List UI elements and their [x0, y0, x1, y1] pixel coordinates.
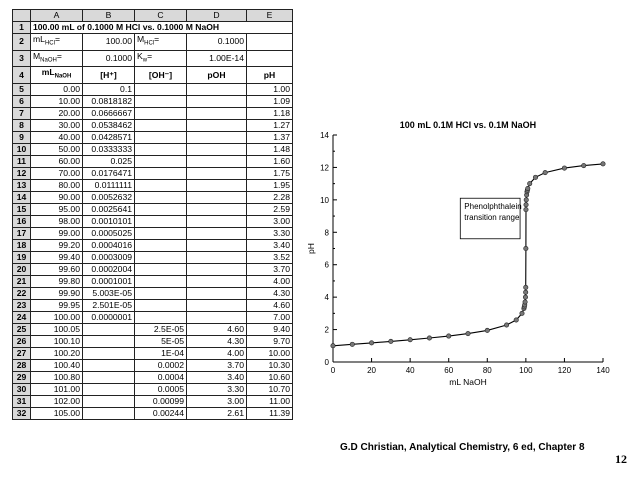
cell-oh-conc[interactable] [135, 300, 187, 312]
data-point [582, 163, 586, 167]
cell-oh-conc[interactable] [135, 156, 187, 168]
cell-oh-conc[interactable]: 0.0002 [135, 360, 187, 372]
data-point [389, 339, 393, 343]
sheet-row-31 [13, 396, 293, 408]
param-value-cell[interactable]: 0.1000 [83, 50, 135, 67]
column-header-c[interactable]: C [135, 10, 187, 22]
cell-ph[interactable]: 3.70 [247, 264, 293, 276]
cell-poh[interactable] [187, 288, 247, 300]
cell-ml-naoh[interactable]: 100.00 [31, 312, 83, 324]
row-header[interactable]: 21 [13, 276, 31, 288]
cell-poh[interactable] [187, 276, 247, 288]
cell-h-conc[interactable]: 0.0818182 [83, 96, 135, 108]
sheet-row-1 [13, 22, 293, 34]
cell-ph[interactable]: 10.60 [247, 372, 293, 384]
cell-h-conc[interactable]: 0.0428571 [83, 132, 135, 144]
titration-chart [300, 100, 620, 400]
param-label-cell[interactable]: $M_{NaOH}=$ [31, 50, 83, 67]
empty-cell[interactable] [247, 34, 293, 51]
data-point [447, 334, 451, 338]
cell-poh[interactable]: 3.70 [187, 360, 247, 372]
cell-ml-naoh[interactable]: 98.00 [31, 216, 83, 228]
row-header[interactable]: 7 [13, 108, 31, 120]
data-point [504, 323, 508, 327]
sheet-row-25 [13, 324, 293, 336]
cell-oh-conc[interactable]: 0.0004 [135, 372, 187, 384]
row-header[interactable]: 30 [13, 384, 31, 396]
data-point [523, 290, 527, 294]
cell-ml-naoh[interactable]: 101.00 [31, 384, 83, 396]
row-header[interactable]: 15 [13, 204, 31, 216]
header-cell-h-conc[interactable]: [H⁺] [83, 67, 135, 84]
sheet-row-22 [13, 288, 293, 300]
sheet-row-18 [13, 240, 293, 252]
row-header[interactable]: 3 [13, 50, 31, 67]
cell-h-conc[interactable] [83, 348, 135, 360]
cell-ph[interactable]: 1.95 [247, 180, 293, 192]
cell-oh-conc[interactable] [135, 180, 187, 192]
sheet-row-6 [13, 96, 293, 108]
data-point [331, 344, 335, 348]
x-tick-label: 120 [557, 366, 572, 375]
cell-h-conc[interactable]: 0.025 [83, 156, 135, 168]
column-header-b[interactable]: B [83, 10, 135, 22]
y-tick-label: 4 [324, 293, 329, 303]
cell-ph[interactable]: 1.00 [247, 84, 293, 96]
cell-h-conc[interactable]: 2.501E-05 [83, 300, 135, 312]
header-cell-poh[interactable]: pOH [187, 67, 247, 84]
row-header[interactable]: 13 [13, 180, 31, 192]
sheet-row-10 [13, 144, 293, 156]
cell-h-conc[interactable]: 0.0002004 [83, 264, 135, 276]
data-point [408, 338, 412, 342]
param-value-cell[interactable]: 100.00 [83, 34, 135, 51]
cell-oh-conc[interactable] [135, 132, 187, 144]
row-header[interactable]: 28 [13, 360, 31, 372]
param-value-cell[interactable]: 1.00E-14 [187, 50, 247, 67]
cell-ph[interactable]: 10.00 [247, 348, 293, 360]
cell-h-conc[interactable]: 0.0025641 [83, 204, 135, 216]
cell-h-conc[interactable]: 0.0111111 [83, 180, 135, 192]
cell-ph[interactable]: 11.00 [247, 396, 293, 408]
cell-poh[interactable] [187, 252, 247, 264]
cell-ml-naoh[interactable]: 20.00 [31, 108, 83, 120]
cell-ph[interactable]: 3.00 [247, 216, 293, 228]
cell-oh-conc[interactable] [135, 144, 187, 156]
cell-ph[interactable]: 9.40 [247, 324, 293, 336]
sheet-row-13 [13, 180, 293, 192]
cell-oh-conc[interactable] [135, 84, 187, 96]
row-header[interactable]: 17 [13, 228, 31, 240]
x-axis-label: mL NaOH [449, 377, 487, 387]
row-header[interactable]: 10 [13, 144, 31, 156]
row-header[interactable]: 1 [13, 22, 31, 34]
cell-ml-naoh[interactable]: 100.05 [31, 324, 83, 336]
cell-h-conc[interactable]: 5.003E-05 [83, 288, 135, 300]
titration-curve [333, 164, 603, 346]
row-header[interactable]: 16 [13, 216, 31, 228]
data-point [485, 328, 489, 332]
cell-ph[interactable]: 11.39 [247, 408, 293, 420]
row-header[interactable]: 22 [13, 288, 31, 300]
sheet-row-3 [13, 50, 293, 67]
cell-ml-naoh[interactable]: 102.00 [31, 396, 83, 408]
cell-ph[interactable]: 3.40 [247, 240, 293, 252]
cell-h-conc[interactable] [83, 372, 135, 384]
cell-oh-conc[interactable] [135, 108, 187, 120]
cell-h-conc[interactable]: 0.0176471 [83, 168, 135, 180]
sheet-row-15 [13, 204, 293, 216]
cell-h-conc[interactable]: 0.0010101 [83, 216, 135, 228]
data-point [427, 336, 431, 340]
chart-svg [300, 100, 620, 400]
cell-poh[interactable] [187, 144, 247, 156]
sheet-row-12 [13, 168, 293, 180]
x-tick-label: 40 [405, 366, 415, 375]
param-label-cell[interactable]: $K_w=$ [135, 50, 187, 67]
cell-ph[interactable]: 1.75 [247, 168, 293, 180]
cell-ml-naoh[interactable]: 99.00 [31, 228, 83, 240]
cell-ml-naoh[interactable]: 99.80 [31, 276, 83, 288]
cell-poh[interactable] [187, 168, 247, 180]
cell-ml-naoh[interactable]: 99.20 [31, 240, 83, 252]
cell-poh[interactable]: 4.30 [187, 336, 247, 348]
y-axis-label: pH [306, 243, 316, 254]
cell-ml-naoh[interactable]: 100.20 [31, 348, 83, 360]
data-point [524, 285, 528, 289]
row-header[interactable]: 12 [13, 168, 31, 180]
data-point [524, 198, 528, 202]
cell-poh[interactable] [187, 264, 247, 276]
cell-h-conc[interactable] [83, 360, 135, 372]
cell-ph[interactable]: 1.48 [247, 144, 293, 156]
sheet-row-14 [13, 192, 293, 204]
row-header[interactable]: 20 [13, 264, 31, 276]
y-tick-label: 10 [320, 195, 329, 205]
cell-h-conc[interactable]: 0.0333333 [83, 144, 135, 156]
param-value-cell[interactable]: 0.1000 [187, 34, 247, 51]
row-header[interactable]: 2 [13, 34, 31, 51]
cell-oh-conc[interactable] [135, 288, 187, 300]
data-point [524, 203, 528, 207]
x-tick-label: 140 [596, 366, 610, 375]
cell-poh[interactable]: 3.40 [187, 372, 247, 384]
sheet-row-29 [13, 372, 293, 384]
cell-ph[interactable]: 1.18 [247, 108, 293, 120]
y-tick-label: 6 [324, 260, 329, 270]
cell-ml-naoh[interactable]: 80.00 [31, 180, 83, 192]
param-label-cell[interactable]: $mL_{HCl}=$ [31, 34, 83, 51]
cell-h-conc[interactable]: 0.0005025 [83, 228, 135, 240]
data-point [562, 166, 566, 170]
row-header[interactable]: 4 [13, 67, 31, 84]
data-point [524, 207, 528, 211]
spreadsheet [12, 9, 292, 439]
cell-h-conc[interactable] [83, 384, 135, 396]
cell-ph[interactable]: 4.00 [247, 276, 293, 288]
cell-poh[interactable] [187, 300, 247, 312]
y-tick-label: 2 [324, 325, 329, 335]
data-point [601, 162, 605, 166]
cell-poh[interactable] [187, 216, 247, 228]
cell-h-conc[interactable] [83, 324, 135, 336]
sheet-row-27 [13, 348, 293, 360]
cell-ph[interactable]: 4.60 [247, 300, 293, 312]
chart-title: 100 mL 0.1M HCl vs. 0.1M NaOH [399, 120, 537, 130]
data-point [350, 342, 354, 346]
cell-oh-conc[interactable]: 0.00099 [135, 396, 187, 408]
row-header[interactable]: 19 [13, 252, 31, 264]
row-header[interactable]: 18 [13, 240, 31, 252]
data-point [526, 186, 530, 190]
data-point [524, 246, 528, 250]
x-tick-label: 100 [519, 366, 533, 375]
row-header[interactable]: 29 [13, 372, 31, 384]
cell-poh[interactable] [187, 312, 247, 324]
sheet-title-cell[interactable]: 100.00 mL of 0.1000 M HCl vs. 0.1000 M NaOH [31, 22, 293, 34]
cell-ml-naoh[interactable]: 30.00 [31, 120, 83, 132]
cell-ml-naoh[interactable]: 99.60 [31, 264, 83, 276]
cell-poh[interactable]: 3.00 [187, 396, 247, 408]
select-all-corner[interactable] [13, 10, 31, 22]
cell-ph[interactable]: 2.59 [247, 204, 293, 216]
cell-oh-conc[interactable]: 2.5E-05 [135, 324, 187, 336]
cell-ml-naoh[interactable]: 105.00 [31, 408, 83, 420]
row-header[interactable]: 14 [13, 192, 31, 204]
column-header-e[interactable]: E [247, 10, 293, 22]
param-label-cell[interactable]: $M_{HCl}=$ [135, 34, 187, 51]
cell-ph[interactable]: 10.70 [247, 384, 293, 396]
x-tick-label: 60 [444, 366, 454, 375]
cell-poh[interactable] [187, 156, 247, 168]
row-header[interactable]: 9 [13, 132, 31, 144]
y-tick-label: 8 [324, 228, 329, 238]
cell-oh-conc[interactable] [135, 228, 187, 240]
row-header[interactable]: 31 [13, 396, 31, 408]
cell-oh-conc[interactable]: 5E-05 [135, 336, 187, 348]
sheet-row-20 [13, 264, 293, 276]
cell-ml-naoh[interactable]: 100.10 [31, 336, 83, 348]
row-header[interactable]: 6 [13, 96, 31, 108]
row-header[interactable]: 23 [13, 300, 31, 312]
cell-ml-naoh[interactable]: 100.40 [31, 360, 83, 372]
header-cell-oh-conc[interactable]: [OH⁻] [135, 67, 187, 84]
cell-poh[interactable] [187, 204, 247, 216]
source-caption: G.D Christian, Analytical Chemistry, 6 ed, Chapter 8 [340, 442, 585, 453]
cell-ml-naoh[interactable]: 10.00 [31, 96, 83, 108]
cell-ph[interactable]: 4.30 [247, 288, 293, 300]
cell-h-conc[interactable]: 0.0052632 [83, 192, 135, 204]
cell-h-conc[interactable] [83, 396, 135, 408]
cell-oh-conc[interactable] [135, 264, 187, 276]
cell-oh-conc[interactable]: 1E-04 [135, 348, 187, 360]
sheet-row-30 [13, 384, 293, 396]
data-point [528, 181, 532, 185]
cell-ml-naoh[interactable]: 90.00 [31, 192, 83, 204]
cell-oh-conc[interactable] [135, 192, 187, 204]
cell-ml-naoh[interactable]: 60.00 [31, 156, 83, 168]
sheet-row-5 [13, 84, 293, 96]
cell-ph[interactable]: 7.00 [247, 312, 293, 324]
cell-ph[interactable]: 2.28 [247, 192, 293, 204]
cell-ph[interactable]: 9.70 [247, 336, 293, 348]
annotation-line-2: transition range [464, 213, 520, 223]
sheet-row-17 [13, 228, 293, 240]
sheet-row-26 [13, 336, 293, 348]
page-number: 12 [615, 452, 627, 466]
x-tick-label: 20 [367, 366, 377, 375]
cell-ph[interactable]: 10.30 [247, 360, 293, 372]
column-header-a[interactable]: A [31, 10, 83, 22]
cell-ml-naoh[interactable]: 99.90 [31, 288, 83, 300]
data-point [520, 311, 524, 315]
cell-h-conc[interactable]: 0.0003009 [83, 252, 135, 264]
cell-oh-conc[interactable] [135, 168, 187, 180]
empty-cell[interactable] [247, 50, 293, 67]
cell-oh-conc[interactable] [135, 240, 187, 252]
x-tick-label: 80 [482, 366, 492, 375]
cell-poh[interactable] [187, 228, 247, 240]
cell-ml-naoh[interactable]: 99.95 [31, 300, 83, 312]
cell-oh-conc[interactable] [135, 216, 187, 228]
cell-ph[interactable]: 1.60 [247, 156, 293, 168]
cell-oh-conc[interactable] [135, 204, 187, 216]
cell-poh[interactable] [187, 108, 247, 120]
sheet-row-16 [13, 216, 293, 228]
row-header[interactable]: 24 [13, 312, 31, 324]
sheet-row-19 [13, 252, 293, 264]
cell-oh-conc[interactable] [135, 312, 187, 324]
row-header[interactable]: 11 [13, 156, 31, 168]
cell-ml-naoh[interactable]: 100.80 [31, 372, 83, 384]
cell-ml-naoh[interactable]: 40.00 [31, 132, 83, 144]
cell-poh[interactable] [187, 120, 247, 132]
spreadsheet-table [12, 9, 293, 420]
cell-h-conc[interactable]: 0.0004016 [83, 240, 135, 252]
sheet-row-4 [13, 67, 293, 84]
cell-h-conc[interactable] [83, 336, 135, 348]
cell-h-conc[interactable]: 0.1 [83, 84, 135, 96]
cell-oh-conc[interactable] [135, 96, 187, 108]
cell-ml-naoh[interactable]: 95.00 [31, 204, 83, 216]
header-cell-ml-naoh[interactable]: $mL_{NaOH}$ [31, 67, 83, 84]
column-header-row [13, 10, 293, 22]
data-point [466, 331, 470, 335]
cell-poh[interactable] [187, 180, 247, 192]
sheet-row-9 [13, 132, 293, 144]
sheet-row-2 [13, 34, 293, 51]
y-tick-label: 12 [320, 163, 329, 173]
data-point [523, 295, 527, 299]
cell-poh[interactable] [187, 192, 247, 204]
cell-h-conc[interactable]: 0.0538462 [83, 120, 135, 132]
row-header[interactable]: 32 [13, 408, 31, 420]
row-header[interactable]: 25 [13, 324, 31, 336]
sheet-row-24 [13, 312, 293, 324]
cell-ml-naoh[interactable]: 50.00 [31, 144, 83, 156]
cell-h-conc[interactable]: 0.0666667 [83, 108, 135, 120]
cell-ml-naoh[interactable]: 0.00 [31, 84, 83, 96]
cell-poh[interactable] [187, 132, 247, 144]
data-point [369, 341, 373, 345]
cell-oh-conc[interactable]: 0.0005 [135, 384, 187, 396]
cell-ph[interactable]: 1.37 [247, 132, 293, 144]
data-point [533, 175, 537, 179]
data-point [514, 318, 518, 322]
sheet-row-21 [13, 276, 293, 288]
data-point [523, 300, 527, 304]
cell-ph[interactable]: 1.09 [247, 96, 293, 108]
cell-poh[interactable] [187, 240, 247, 252]
sheet-row-8 [13, 120, 293, 132]
sheet-row-11 [13, 156, 293, 168]
cell-poh[interactable]: 4.00 [187, 348, 247, 360]
cell-h-conc[interactable]: 0.0000001 [83, 312, 135, 324]
row-header[interactable]: 8 [13, 120, 31, 132]
sheet-row-28 [13, 360, 293, 372]
cell-h-conc[interactable] [83, 408, 135, 420]
x-tick-label: 0 [330, 366, 336, 375]
cell-poh[interactable] [187, 96, 247, 108]
sheet-row-7 [13, 108, 293, 120]
cell-poh[interactable]: 4.60 [187, 324, 247, 336]
cell-h-conc[interactable]: 0.0001001 [83, 276, 135, 288]
cell-ph[interactable]: 1.27 [247, 120, 293, 132]
cell-ph[interactable]: 3.52 [247, 252, 293, 264]
cell-oh-conc[interactable] [135, 276, 187, 288]
y-tick-label: 14 [320, 131, 329, 140]
cell-ml-naoh[interactable]: 99.40 [31, 252, 83, 264]
annotation-line-1: Phenolphthalein [464, 202, 522, 212]
cell-ph[interactable]: 3.30 [247, 228, 293, 240]
cell-oh-conc[interactable]: 0.00244 [135, 408, 187, 420]
column-header-d[interactable]: D [187, 10, 247, 22]
cell-oh-conc[interactable] [135, 252, 187, 264]
row-header[interactable]: 26 [13, 336, 31, 348]
header-cell-ph[interactable]: pH [247, 67, 293, 84]
row-header[interactable]: 27 [13, 348, 31, 360]
y-tick-label: 0 [324, 358, 329, 367]
data-point [543, 170, 547, 174]
sheet-row-32 [13, 408, 293, 420]
cell-ml-naoh[interactable]: 70.00 [31, 168, 83, 180]
cell-poh[interactable]: 2.61 [187, 408, 247, 420]
cell-oh-conc[interactable] [135, 120, 187, 132]
row-header[interactable]: 5 [13, 84, 31, 96]
sheet-row-23 [13, 300, 293, 312]
cell-poh[interactable]: 3.30 [187, 384, 247, 396]
cell-poh[interactable] [187, 84, 247, 96]
